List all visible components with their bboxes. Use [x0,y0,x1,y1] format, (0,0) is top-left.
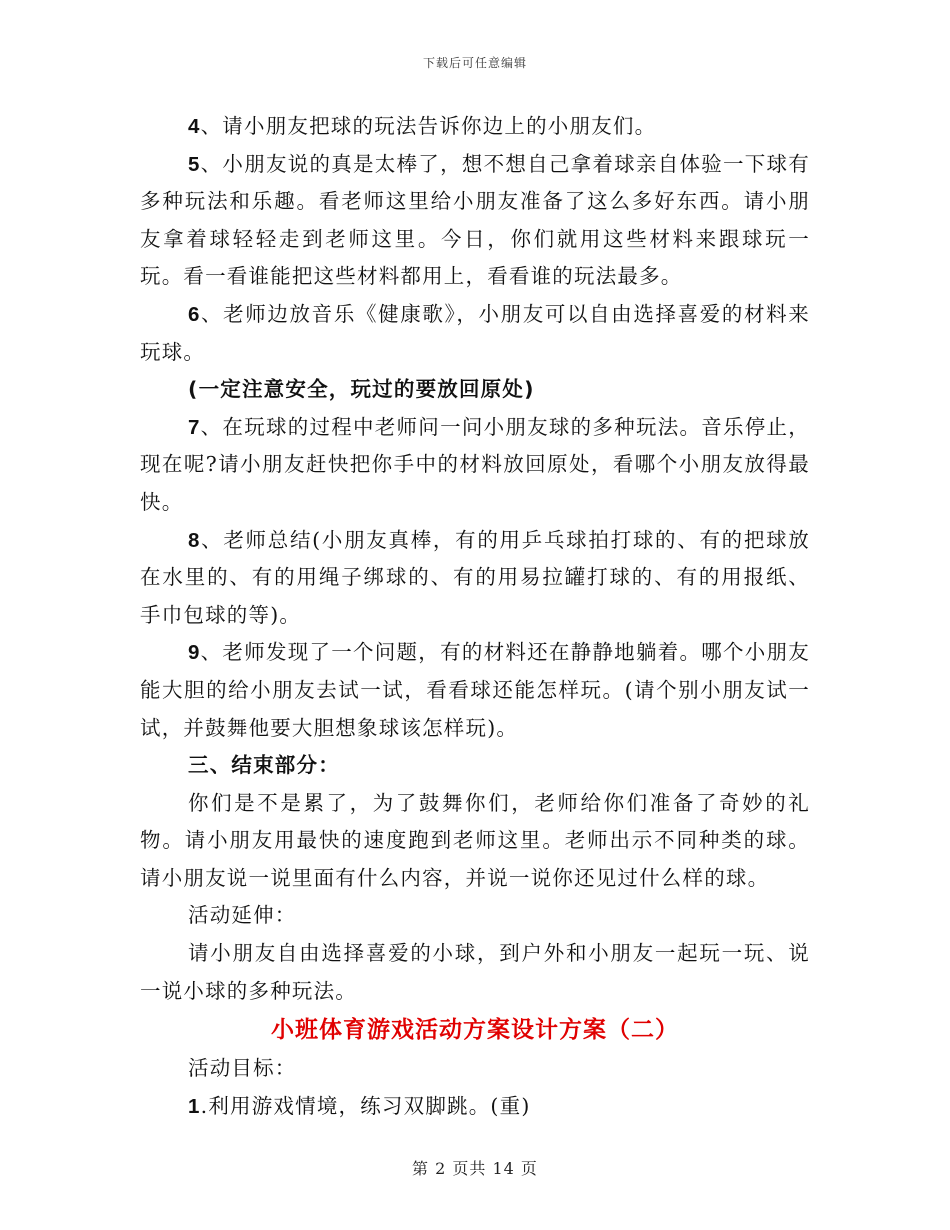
step-number: 4 [188,115,201,138]
page-footer: 第 2 页共 14 页 [412,1159,538,1178]
paragraph-text: 你们是不是累了，为了鼓舞你们，老师给你们准备了奇妙的礼物。请小朋友用最快的速度跑到老师这里。老师出示不同种类的球。请小朋友说一说里面有什么内容，并说一说你还见过什么样的球。 [140,790,810,890]
paragraph-text: 、老师发现了一个问题，有的材料还在静静地躺着。哪个小朋友能大胆的给小朋友去试一试，看看球还能怎样玩。(请个别小朋友试一试，并鼓舞他要大胆想象球该怎样玩)。 [140,640,810,740]
paragraph-step-7 [140,409,810,522]
paragraph-step-8 [140,522,810,635]
section-heading-ending [140,747,810,785]
page-header: 下载后可任意编辑 [422,56,527,70]
paragraph-goals-label [140,1050,810,1088]
safety-note [140,371,810,409]
paragraph-goal-1 [140,1088,810,1126]
step-number: 6 [188,302,201,326]
step-number: 8 [188,528,201,552]
paragraph-text: 、请小朋友把球的玩法告诉你边上的小朋友们。 [200,114,657,138]
document-body [140,108,810,1125]
paragraph-extension-label [140,897,810,935]
step-number: 5 [188,152,201,176]
paragraph-text: 、老师总结(小朋友真棒，有的用乒乓球拍打球的、有的把球放在水里的、有的用绳子绑球的、有的用易拉罐打球的、有的用报纸、手巾包球的等)。 [140,527,810,627]
paragraph-text: 、小朋友说的真是太棒了，想不想自己拿着球亲自体验一下球有多种玩法和乐趣。看老师这里给小朋友准备了这么多好东西。请小朋友拿着球轻轻走到老师这里。今日，你们就用这些材料来跟球玩一玩。看一看谁能把这些材料都用上，看看谁的玩法最多。 [140,151,810,289]
paragraph-text: 、老师边放音乐《健康歌》，小朋友可以自由选择喜爱的材料来玩球。 [140,301,810,364]
section-heading-text: 三、结束部分： [188,753,340,778]
paragraph-step-9 [140,634,810,747]
paragraph-text: 请小朋友自由选择喜爱的小球，到户外和小朋友一起玩一玩、说一说小球的多种玩法。 [140,941,810,1003]
paragraph-text: 活动目标： [188,1056,297,1081]
paragraph-text: 活动延伸： [188,903,297,928]
paragraph-step-5 [140,146,810,296]
paragraph-text: 、在玩球的过程中老师问一问小朋友球的多种玩法。音乐停止，现在呢?请小朋友赶快把你手中的材料放回原处，看哪个小朋友放得最快。 [140,414,810,514]
paragraph-text: .利用游戏情境，练习双脚跳。(重) [200,1093,531,1118]
safety-note-text: (一定注意安全，玩过的要放回原处) [188,377,535,402]
step-number: 9 [188,641,201,665]
goal-number: 1 [188,1094,201,1118]
section-title: 小班体育游戏活动方案设计方案（二） [271,1017,679,1044]
paragraph-step-6 [140,296,810,371]
step-number: 7 [188,415,201,439]
paragraph-ending [140,785,810,898]
paragraph-extension [140,935,810,1010]
paragraph-step-4 [140,108,810,146]
